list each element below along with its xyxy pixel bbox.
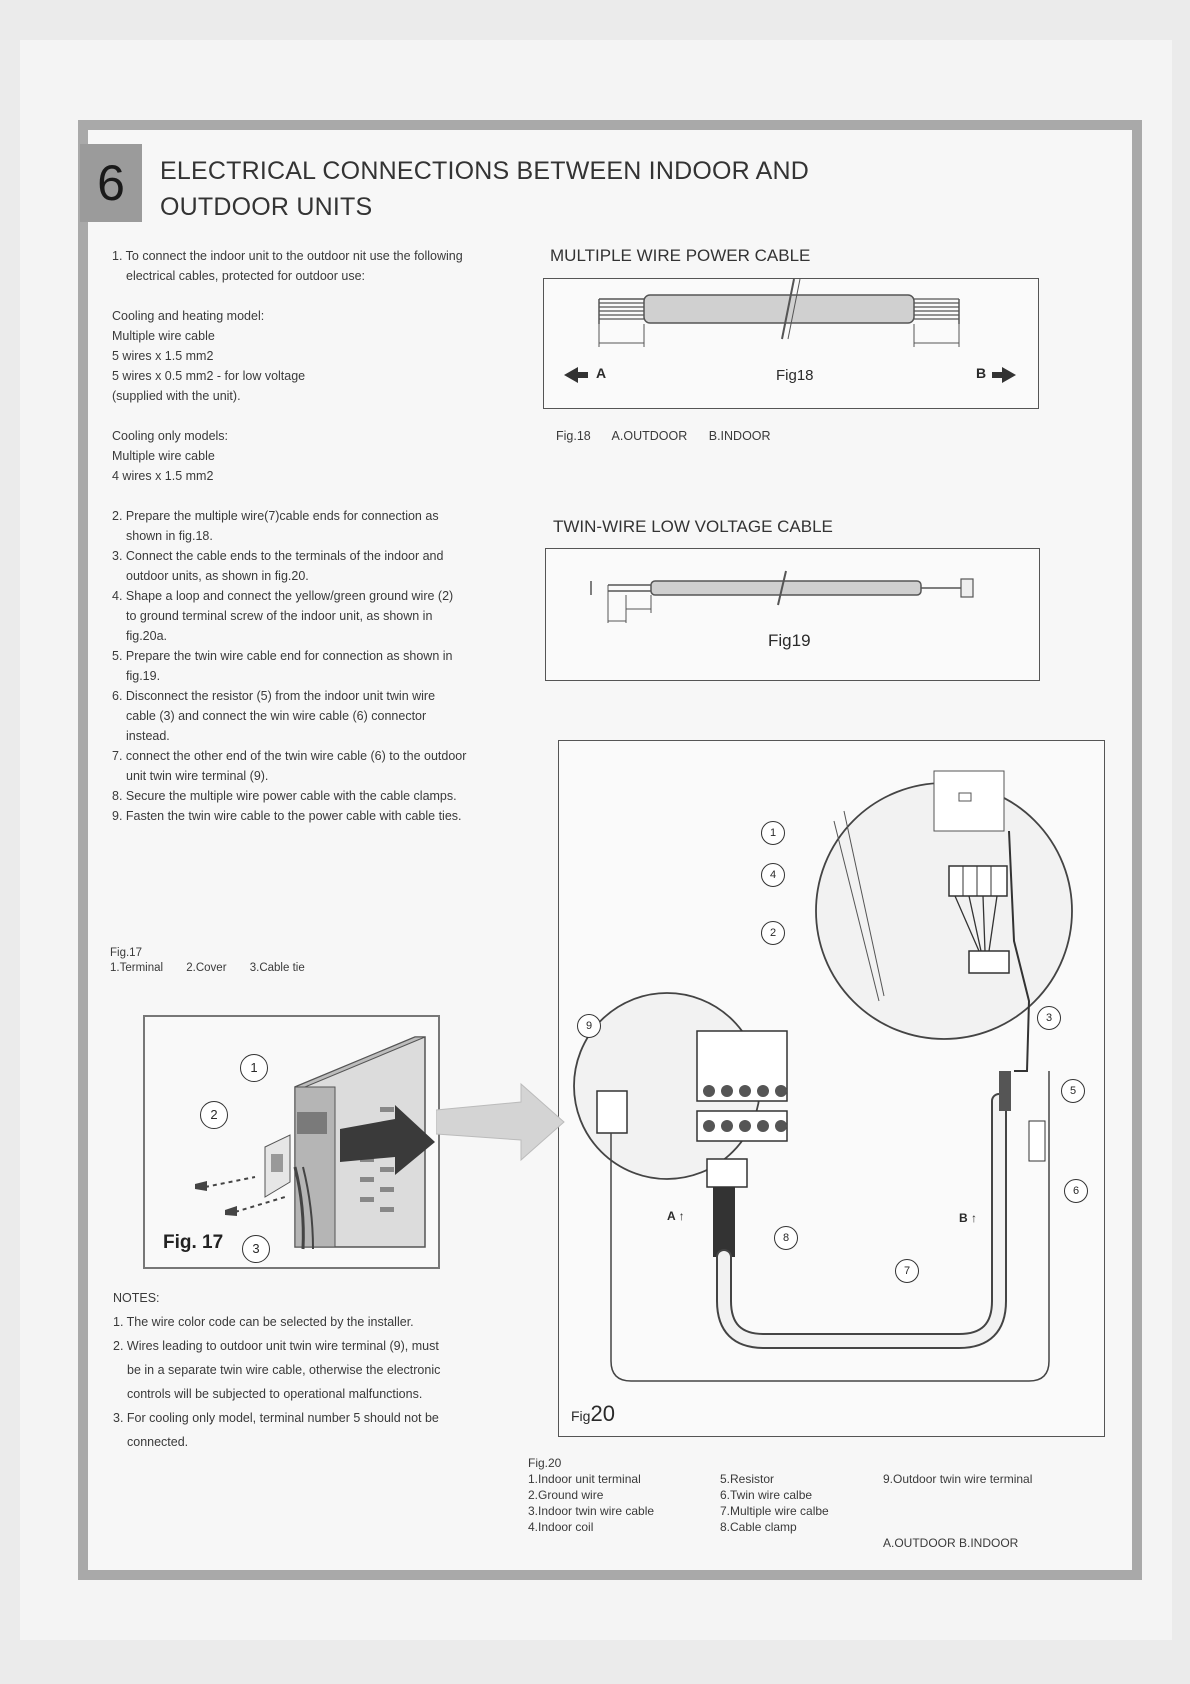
fig20-caption-item: 1.Indoor unit terminal bbox=[528, 1472, 641, 1486]
fig19-label: Fig19 bbox=[768, 631, 811, 650]
fig20-caption-title: Fig.20 bbox=[528, 1456, 562, 1470]
note-item: 3. For cooling only model, terminal number 5 should not be connected. bbox=[113, 1411, 439, 1449]
fig20-caption-item: 2.Ground wire bbox=[528, 1488, 604, 1502]
fig20-arrow-b: B ↑ bbox=[959, 1211, 978, 1225]
heating-model-title: Cooling and heating model: bbox=[112, 309, 265, 323]
heating-line: 5 wires x 1.5 mm2 bbox=[112, 349, 214, 363]
instructions bbox=[112, 246, 467, 826]
fig17-callout-2: 2 bbox=[200, 1101, 228, 1129]
fig20-callout-6: 6 bbox=[1064, 1179, 1088, 1203]
fig20-callout-9: 9 bbox=[577, 1014, 601, 1038]
fig19-illustration bbox=[545, 548, 1040, 681]
instruction-step: 2. Prepare the multiple wire(7)cable ends for connection as shown in fig.18. bbox=[112, 509, 439, 543]
instruction-step: 6. Disconnect the resistor (5) from the indoor unit twin wire cable (3) and connect the win wire cable (6) connector instead. bbox=[112, 689, 436, 743]
fig17-caption-title: Fig.17 bbox=[110, 947, 142, 959]
fig17-drawing bbox=[145, 1017, 438, 1267]
fig20-callout-3: 3 bbox=[1037, 1006, 1061, 1030]
fig20-caption-col-3 bbox=[883, 1471, 1032, 1551]
fig18-heading: MULTIPLE WIRE POWER CABLE bbox=[550, 246, 811, 265]
fig17-part: 3.Cable tie bbox=[249, 962, 305, 974]
fig18-caption bbox=[556, 429, 789, 443]
note-item: 1. The wire color code can be selected by the installer. bbox=[113, 1315, 414, 1329]
fig17-part: 2.Cover bbox=[186, 962, 227, 974]
fig20-caption-col-2 bbox=[720, 1471, 829, 1535]
fig18-label: Fig18 bbox=[776, 367, 814, 384]
instruction-intro: 1. To connect the indoor unit to the outdoor nit use the following electrical cables, protected for outdoor use: bbox=[112, 249, 463, 283]
fig18-drawing bbox=[544, 279, 1038, 408]
fig17-label: Fig. 17 bbox=[163, 1232, 224, 1253]
fig20-caption-item: 7.Multiple wire calbe bbox=[720, 1504, 829, 1518]
fig20-callout-4: 4 bbox=[761, 863, 785, 887]
fig18-end-a: A bbox=[596, 365, 607, 381]
fig18-caption-item: Fig.18 bbox=[556, 429, 591, 443]
heating-line: 5 wires x 0.5 mm2 - for low voltage bbox=[112, 369, 306, 383]
instruction-step: 7. connect the other end of the twin wire cable (6) to the outdoor unit twin wire terminal (9). bbox=[112, 749, 467, 783]
cooling-line: Multiple wire cable bbox=[112, 449, 215, 463]
fig17-illustration bbox=[143, 1015, 440, 1269]
cooling-model-title: Cooling only models: bbox=[112, 429, 229, 443]
instruction-step: 5. Prepare the twin wire cable end for connection as shown in fig.19. bbox=[112, 649, 453, 683]
fig20-label-prefix: Fig bbox=[571, 1408, 591, 1424]
fig17-callout-3: 3 bbox=[242, 1235, 270, 1263]
fig20-label-number: 20 bbox=[590, 1401, 615, 1426]
fig18-end-b: B bbox=[976, 365, 987, 381]
fig19-drawing bbox=[546, 549, 1039, 680]
fig17-part: 1.Terminal bbox=[110, 962, 164, 974]
fig20-caption-item: 5.Resistor bbox=[720, 1472, 775, 1486]
fig18-caption-item: A.OUTDOOR bbox=[611, 429, 688, 443]
connection-arrow bbox=[436, 1082, 566, 1162]
fig20-caption-col-1 bbox=[528, 1471, 654, 1535]
notes-title: NOTES: bbox=[113, 1291, 160, 1305]
instruction-step: 8. Secure the multiple wire power cable with the cable clamps. bbox=[112, 789, 457, 803]
cooling-line: 4 wires x 1.5 mm2 bbox=[112, 469, 214, 483]
section-title-line-2: OUTDOOR UNITS bbox=[160, 193, 373, 221]
fig20-illustration bbox=[558, 740, 1105, 1437]
fig17-callout-1: 1 bbox=[240, 1054, 268, 1082]
fig20-drawing bbox=[559, 741, 1104, 1436]
fig20-caption-item: A.OUTDOOR B.INDOOR bbox=[883, 1536, 1019, 1550]
section-title-line-1: ELECTRICAL CONNECTIONS BETWEEN INDOOR AND bbox=[160, 157, 810, 185]
notes bbox=[113, 1286, 443, 1454]
heating-line: (supplied with the unit). bbox=[112, 389, 241, 403]
fig20-label bbox=[571, 1401, 615, 1427]
fig20-callout-5: 5 bbox=[1061, 1079, 1085, 1103]
fig20-caption-item: 3.Indoor twin wire cable bbox=[528, 1504, 655, 1518]
fig20-callout-2: 2 bbox=[761, 921, 785, 945]
fig20-callout-8: 8 bbox=[774, 1226, 798, 1250]
fig17-caption bbox=[110, 946, 325, 976]
instruction-step: 3. Connect the cable ends to the terminals of the indoor and outdoor units, as shown in fig.20. bbox=[112, 549, 444, 583]
section-title bbox=[160, 153, 809, 225]
note-item: 2. Wires leading to outdoor unit twin wire terminal (9), must be in a separate twin wire cable, otherwise the electronic controls will be subjected to operational malfunctions. bbox=[113, 1339, 441, 1401]
fig19-heading: TWIN-WIRE LOW VOLTAGE CABLE bbox=[553, 517, 833, 536]
fig20-caption-item: 4.Indoor coil bbox=[528, 1520, 594, 1534]
fig20-callout-1: 1 bbox=[761, 821, 785, 845]
section-number: 6 bbox=[80, 144, 142, 222]
instruction-step: 4. Shape a loop and connect the yellow/green ground wire (2) to ground terminal screw of the indoor unit, as shown in fig.20a. bbox=[112, 589, 454, 643]
heating-line: Multiple wire cable bbox=[112, 329, 215, 343]
fig20-caption-item: 6.Twin wire calbe bbox=[720, 1488, 813, 1502]
fig20-arrow-a: A ↑ bbox=[667, 1209, 685, 1223]
fig18-caption-item: B.INDOOR bbox=[708, 429, 771, 443]
fig20-caption-item: 8.Cable clamp bbox=[720, 1520, 797, 1534]
instruction-step: 9. Fasten the twin wire cable to the power cable with cable ties. bbox=[112, 809, 462, 823]
fig18-illustration bbox=[543, 278, 1039, 409]
fig20-caption-item: 9.Outdoor twin wire terminal bbox=[883, 1472, 1033, 1486]
fig20-callout-7: 7 bbox=[895, 1259, 919, 1283]
